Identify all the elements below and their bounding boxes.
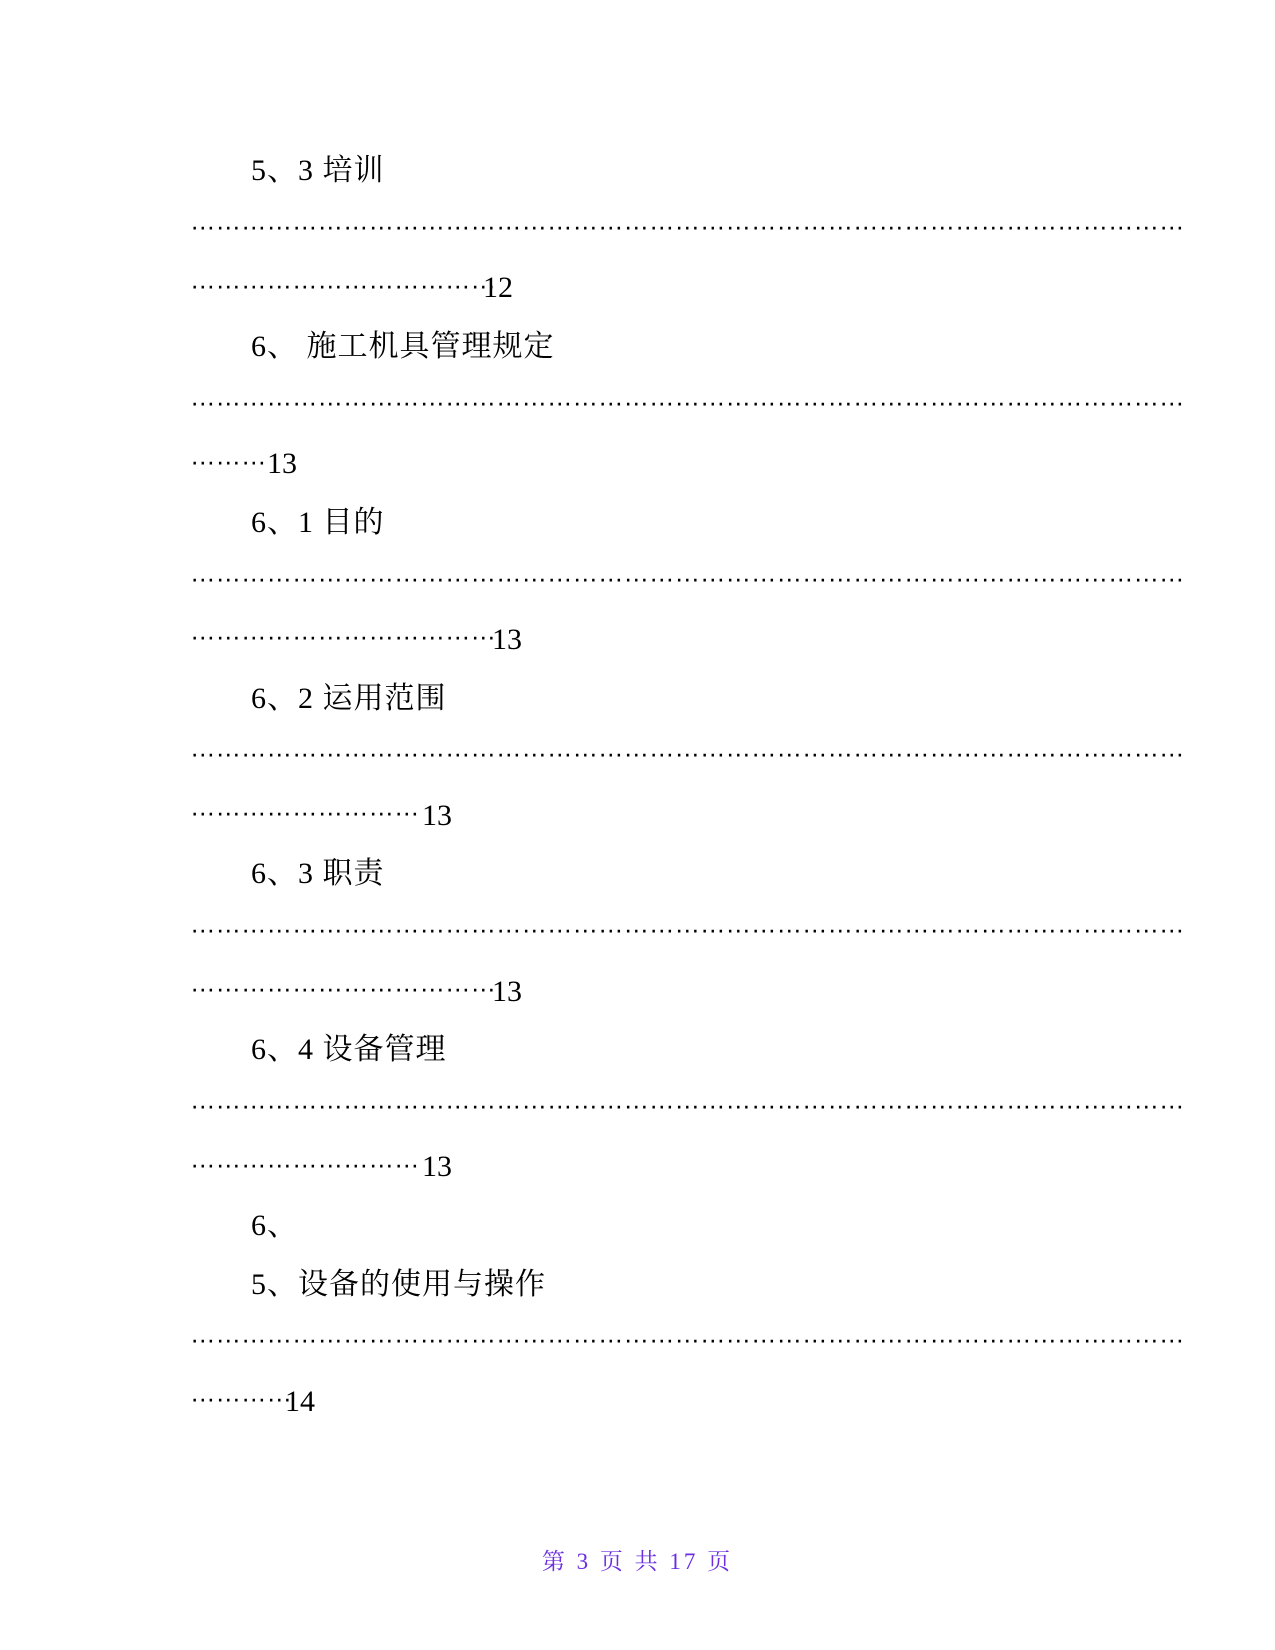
toc-page-number: 13 xyxy=(422,1150,452,1184)
toc-leader-dots: ……………………………………………………………………………………………………… xyxy=(190,1320,1185,1349)
toc-page-number: 13 xyxy=(492,623,522,657)
toc-entry-title: 5、设备的使用与操作 xyxy=(251,1267,546,1301)
toc-page-line xyxy=(190,435,1082,494)
toc-entry-title: 6、2 运用范围 xyxy=(251,681,447,715)
toc-entry-heading-line xyxy=(190,318,1082,377)
toc-entry-heading-line xyxy=(190,494,1082,553)
toc-leader-dots: ……………………… xyxy=(190,1145,420,1174)
toc-leader-line xyxy=(190,1080,1185,1139)
toc-leader-dots: ……………………………… xyxy=(190,617,496,646)
toc-leader-line xyxy=(190,201,1185,260)
toc-page-content xyxy=(190,142,1185,1431)
toc-leader-line xyxy=(190,1314,1185,1373)
toc-entry-title: 5、3 培训 xyxy=(251,154,385,188)
toc-leader-dots: ……………………………………………………………………………………………………… xyxy=(190,207,1185,236)
toc-entry-heading-line xyxy=(190,1255,1082,1314)
toc-leader-dots: ……………………………… xyxy=(190,266,496,295)
toc-page-line xyxy=(190,259,1082,318)
toc-leader-line xyxy=(190,904,1185,963)
toc-entry-title: 6、 施工机具管理规定 xyxy=(251,330,555,364)
toc-page-number: 14 xyxy=(285,1384,315,1418)
toc-entry-heading-line xyxy=(190,845,1082,904)
toc-page-number: 12 xyxy=(483,271,513,305)
toc-page-number: 13 xyxy=(267,447,297,481)
toc-leader-dots: ……………………………………………………………………………………………………… xyxy=(190,559,1185,588)
toc-leader-dots: ……………………… xyxy=(190,793,420,822)
toc-leader-line xyxy=(190,552,1185,611)
toc-leader-dots: ………… xyxy=(190,1379,292,1408)
toc-leader-line xyxy=(190,728,1185,787)
toc-page-line xyxy=(190,787,1082,846)
toc-leader-dots: ……………………………………………………………………………………………………… xyxy=(190,734,1185,763)
toc-entry-title: 6、4 设备管理 xyxy=(251,1033,447,1067)
toc-entry-title: 6、 xyxy=(251,1208,298,1242)
toc-leader-dots: ……………………………………………………………………………………………………… xyxy=(190,910,1185,939)
toc-entry-heading-line xyxy=(190,669,1082,728)
toc-leader-line xyxy=(190,376,1185,435)
toc-page-line xyxy=(190,1138,1082,1197)
toc-leader-dots: ……………………………… xyxy=(190,969,496,998)
toc-entry-heading-line xyxy=(190,1197,1082,1256)
toc-entry-heading-line xyxy=(190,1021,1082,1080)
toc-page-line xyxy=(190,962,1082,1021)
toc-page-line xyxy=(190,611,1082,670)
toc-leader-dots: ……………………………………………………………………………………………………… xyxy=(190,1086,1185,1115)
toc-page-number: 13 xyxy=(492,974,522,1008)
toc-entry-title: 6、1 目的 xyxy=(251,505,385,539)
toc-entry-heading-line xyxy=(190,142,1082,201)
toc-page-line xyxy=(190,1372,1082,1431)
toc-leader-dots: ……………………………………………………………………………………………………… xyxy=(190,383,1185,412)
toc-leader-dots: ……… xyxy=(190,442,267,471)
toc-page-number: 13 xyxy=(422,798,452,832)
footer-page-indicator: 第 3 页 共 17 页 xyxy=(541,1549,734,1574)
toc-entry-title: 6、3 职责 xyxy=(251,857,385,891)
